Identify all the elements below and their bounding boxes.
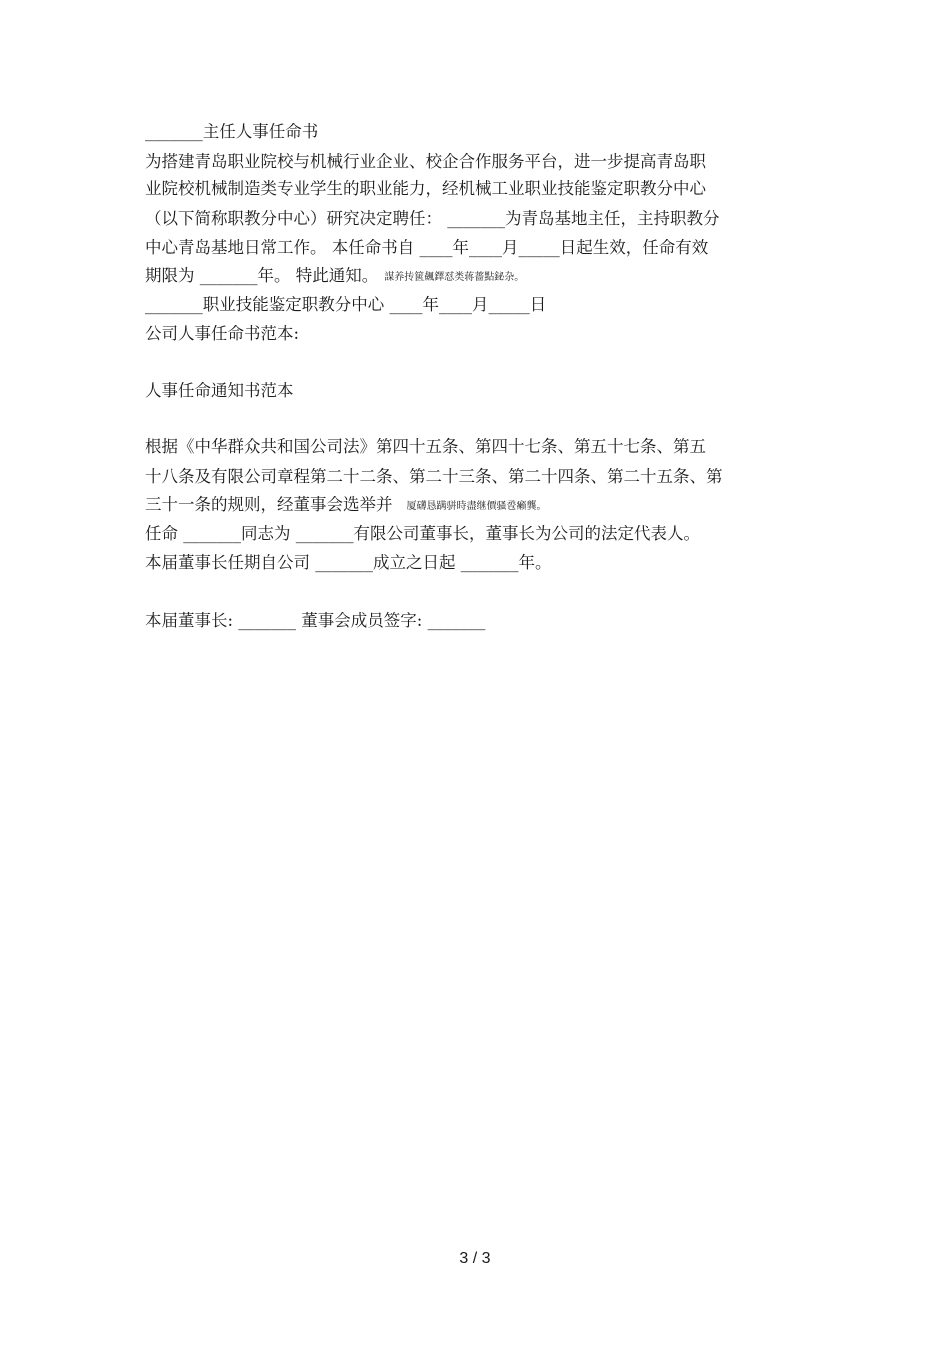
paragraph-line: 中心青岛基地日常工作。 本任命书自 ____年____月_____日起生效，任命有效	[145, 238, 709, 257]
paragraph-text: 三十一条的规则，经董事会选举并	[145, 495, 393, 514]
paragraph-line: 十八条及有限公司章程第二十二条、第二十三条、第二十四条、第二十五条、第	[145, 467, 723, 486]
issuer-date-line: _______职业技能鉴定职教分中心 ____年____月_____日	[145, 295, 547, 314]
paragraph-line	[145, 266, 524, 288]
garbled-text: 謀养抟篋飆鐸怼类蒋薔點鉍杂。	[384, 272, 525, 283]
paragraph-line: （以下简称职教分中心）研究决定聘任： _______为青岛基地主任，主持职教分	[145, 209, 720, 228]
page-number: 3 / 3	[459, 1250, 491, 1267]
section-heading: 人事任命通知书范本	[145, 381, 294, 400]
paragraph-line: 根据《中华群众共和国公司法》第四十五条、第四十七条、第五十七条、第五	[145, 437, 706, 456]
paragraph-line: 为搭建青岛职业院校与机械行业企业、校企合作服务平台，进一步提高青岛职	[145, 152, 706, 171]
paragraph-line	[145, 495, 547, 517]
paragraph-line: 业院校机械制造类专业学生的职业能力，经机械工业职业技能鉴定职教分中心	[145, 179, 706, 198]
paragraph-text: 期限为 _______年。 特此通知。	[145, 266, 379, 285]
section-heading: 公司人事任命书范本:	[145, 324, 300, 343]
paragraph-line: 任命 _______同志为 _______有限公司董事长，董事长为公司的法定代表人。	[145, 524, 700, 543]
garbled-text: 厦礴恳蹒骈時盡继價骚卺癩龔。	[406, 501, 547, 512]
doc-title: _______主任人事任命书	[145, 122, 319, 141]
signature-line: 本届董事长: _______ 董事会成员签字: _______	[145, 611, 486, 630]
paragraph-line: 本届董事长任期自公司 _______成立之日起 _______年。	[145, 553, 552, 572]
